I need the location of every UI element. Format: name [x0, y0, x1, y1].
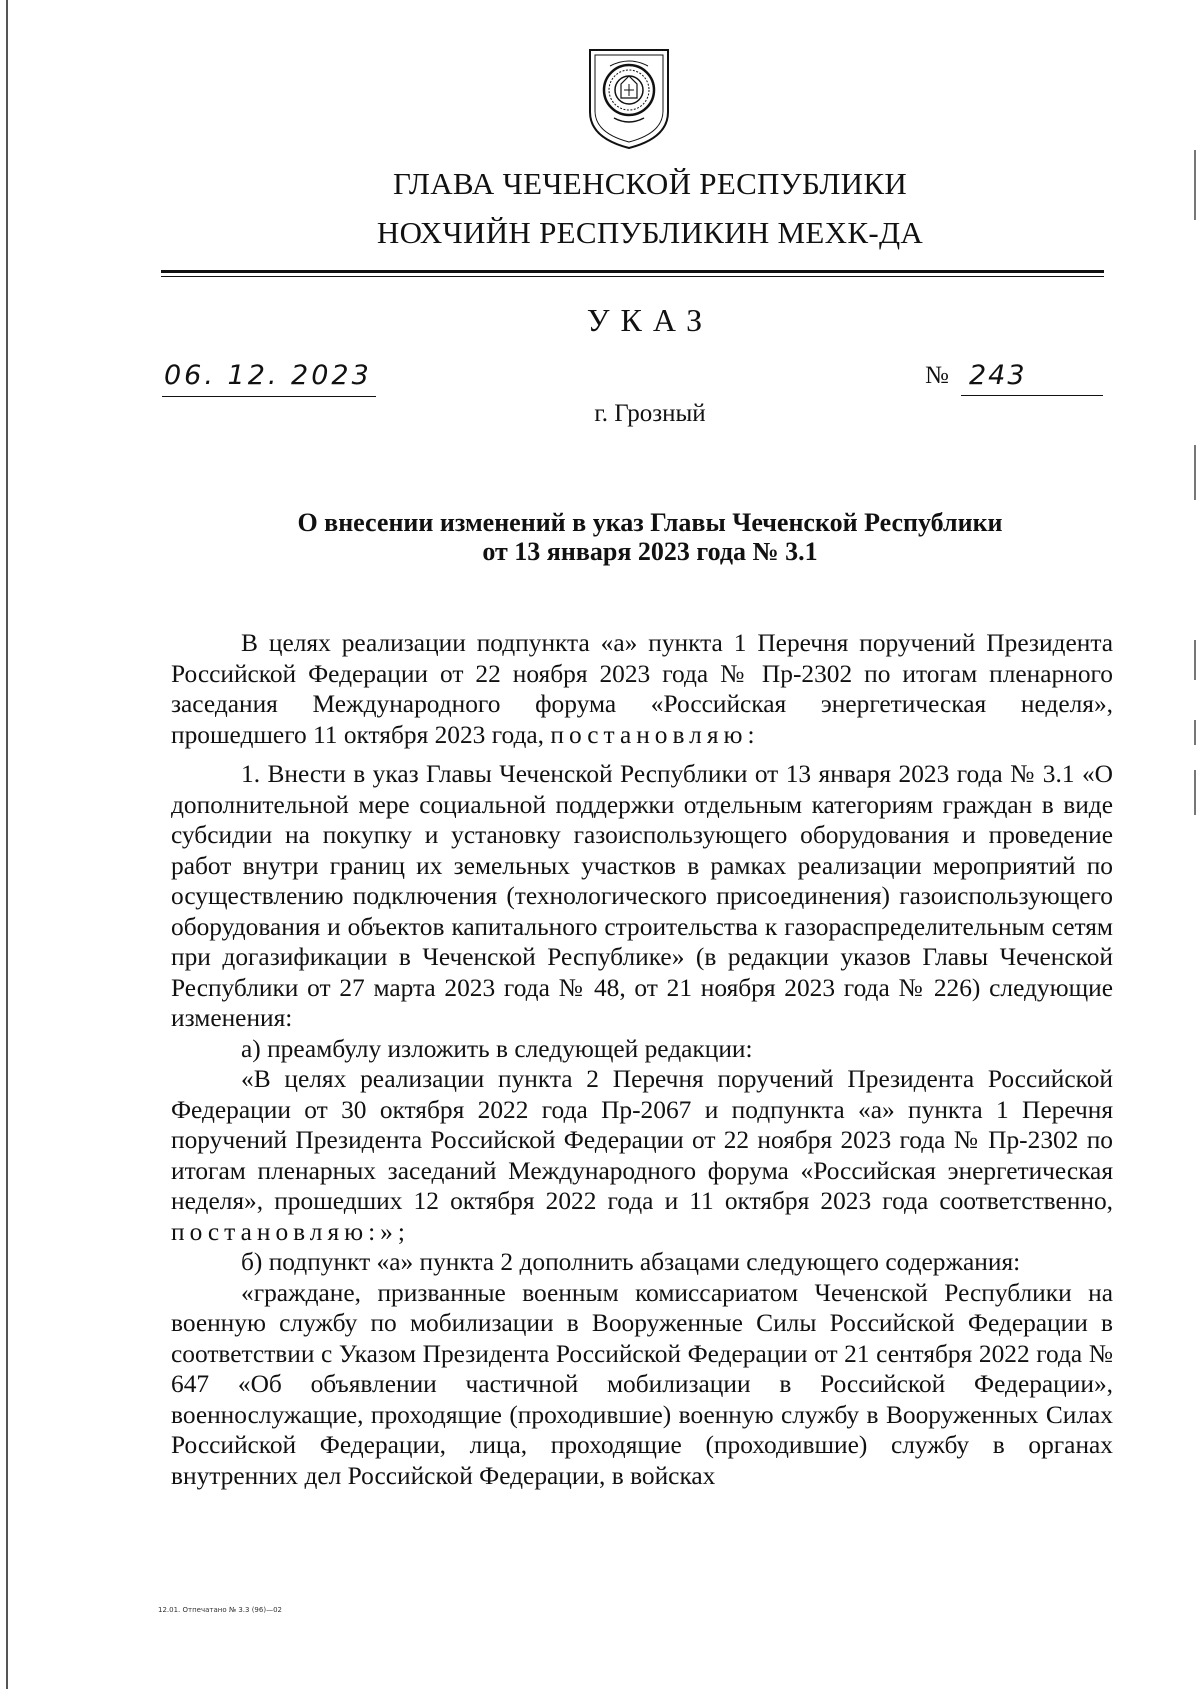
- scan-edge-left: [6, 0, 8, 1689]
- header-divider-thick: [161, 270, 1104, 273]
- decree-date: 06. 12. 2023: [162, 356, 376, 397]
- clause-1-paragraph: 1. Внести в указ Главы Чеченской Республики от 13 января 2023 года № 3.1 «О дополнительной мере социальной поддержки отдельным категориям граждан в виде субсидии на покупку и установку газоиспользующего оборудования и проведение работ внутри границ их земельных участков в рамках реализации мероприятий по осуществлению подключения (технологического присоединения) газоиспользующего оборудования и объектов капитального строительства к газораспределительным сетям при догазификации в Чеченской Республике» (в редакции указов Главы Чеченской Республики от 27 марта 2023 года № 48, от 21 ноября 2023 года № 226) следующие изменения:: [171, 760, 1113, 1032]
- subclause-b-paragraph: б) подпункт «а» пункта 2 дополнить абзацами следующего содержания:: [241, 1248, 1021, 1276]
- issuer-name-chechen: НОХЧИЙН РЕСПУБЛИКИН МЕХК-ДА: [376, 215, 924, 250]
- subject-line-2: от 13 января 2023 года № 3.1: [482, 537, 818, 566]
- decree-number: 243: [961, 356, 1103, 396]
- scan-edge-right: [1194, 445, 1196, 500]
- scan-edge-right: [1194, 720, 1196, 745]
- scan-edge-right: [1194, 640, 1196, 680]
- decree-body: [171, 628, 1113, 1491]
- document-type-title: УКАЗ: [586, 302, 714, 338]
- decree-formula-quoted: постановляю:»;: [171, 1217, 410, 1246]
- preamble-paragraph: [171, 628, 1113, 750]
- added-text-paragraph: «граждане, призванные военным комиссариатом Чеченской Республики на военную службу по мобилизации в Вооруженные Силы Российской Федерации в соответствии с Указом Президента Российской Федерации от 21 сентября 2022 года № 647 «Об объявлении частичной мобилизации в Российской Федерации», военнослужащие, проходящие (проходившие) военную службу в Вооруженных Силах Российской Федерации, лица, проходящие (проходившие) службу в органах внутренних дел Российской Федерации, в войсках: [171, 1278, 1113, 1490]
- header-divider-thin: [161, 276, 1104, 277]
- scan-edge-right: [1194, 150, 1196, 220]
- new-preamble-paragraph: [171, 1064, 1113, 1247]
- issue-city: г. Грозный: [594, 400, 706, 427]
- coat-of-arms-emblem: [584, 46, 674, 152]
- subclause-a-paragraph: а) преамбулу изложить в следующей редакции:: [241, 1034, 753, 1063]
- subject-line-1: О внесении изменений в указ Главы Чеченской Республики: [297, 508, 1003, 537]
- new-preamble-text: «В целях реализации пункта 2 Перечня поручений Президента Российской Федерации от 30 октября 2022 года Пр-2067 и подпункта «а» пункта 1 Перечня поручений Президента Российской Федерации от 22 ноября 2023 года № Пр-2302 по итогам пленарных заседаний Международного форума «Российская энергетическая неделя», прошедших 12 октября 2022 года и 11 октября 2023 года соответственно,: [171, 1065, 1113, 1215]
- scan-edge-right: [1194, 770, 1196, 815]
- form-code: 12.01. Отпечатано № 3.3 (96)—02: [158, 1606, 282, 1614]
- preamble-text: В целях реализации подпункта «а» пункта 1 Перечня поручений Президента Российской Федерации от 22 ноября 2023 года № Пр-2302 по итогам пленарного заседания Международного форума «Российская энергетическая неделя», прошедшего 11 октября 2023 года,: [171, 629, 1113, 749]
- decree-formula: постановляю:: [550, 720, 760, 749]
- decree-subject: [150, 508, 1150, 566]
- issuer-name-russian: ГЛАВА ЧЕЧЕНСКОЙ РЕСПУБЛИКИ: [392, 166, 908, 201]
- decree-number-label: №: [925, 362, 949, 389]
